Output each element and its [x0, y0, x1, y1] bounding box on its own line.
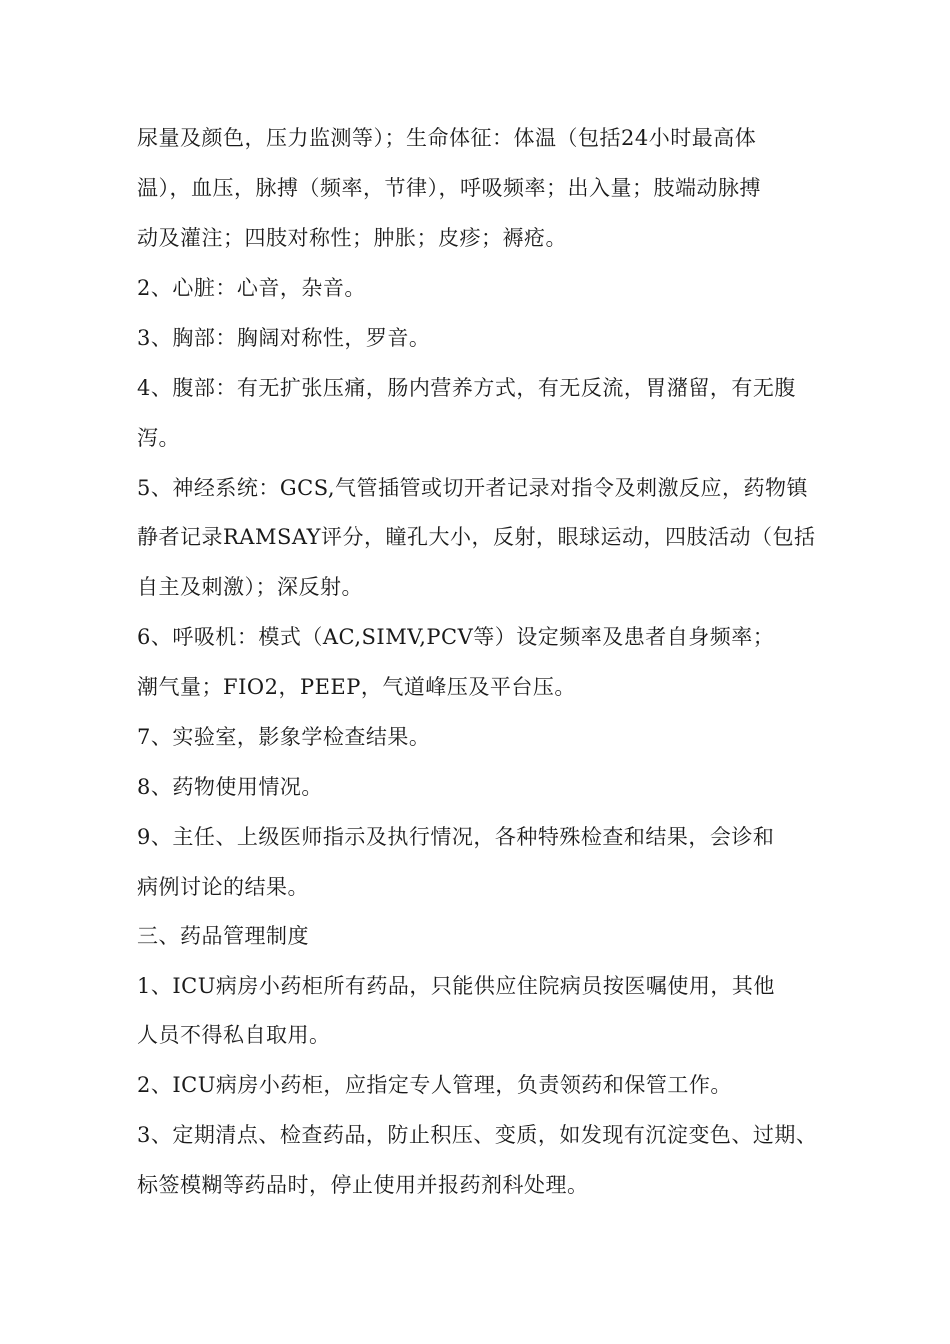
text-line: 2、ICU病房小药柜，应指定专人管理，负责领药和保管工作。	[137, 1073, 732, 1097]
text-line: 8、药物使用情况。	[137, 775, 323, 799]
text-line: 5、神经系统：GCS,气管插管或切开者记录对指令及刺激反应，药物镇	[137, 476, 809, 500]
text-line: 3、胸部：胸阔对称性，罗音。	[137, 326, 431, 350]
text-line: 9、主任、上级医师指示及执行情况，各种特殊检查和结果，会诊和	[137, 825, 775, 849]
text-line: 泻。	[137, 426, 180, 450]
text-line: 潮气量；FIO2，PEEP，气道峰压及平台压。	[137, 675, 576, 699]
text-line: 温），血压，脉搏（频率，节律），呼吸频率；出入量；肢端动脉搏	[137, 176, 761, 200]
text-line: 标签模糊等药品时，停止使用并报药剂科处理。	[137, 1173, 589, 1197]
text-line: 自主及刺激）；深反射。	[137, 575, 363, 599]
section-heading: 三、药品管理制度	[137, 924, 309, 948]
text-line: 3、定期清点、检查药品，防止积压、变质，如发现有沉淀变色、过期、	[137, 1123, 818, 1147]
text-line: 静者记录RAMSAY评分，瞳孔大小，反射，眼球运动，四肢活动（包括	[137, 525, 816, 549]
text-line: 6、呼吸机：模式（AC,SIMV,PCV等）设定频率及患者自身频率；	[137, 625, 775, 649]
text-line: 7、实验室，影象学检查结果。	[137, 725, 431, 749]
text-line: 2、心脏：心音，杂音。	[137, 276, 366, 300]
text-line: 尿量及颜色，压力监测等）；生命体征：体温（包括24小时最高体	[137, 126, 757, 150]
text-line: 动及灌注；四肢对称性；肿胀；皮疹；褥疮。	[137, 226, 567, 250]
text-line: 1、ICU病房小药柜所有药品，只能供应住院病员按医嘱使用，其他	[137, 974, 775, 998]
text-line: 病例讨论的结果。	[137, 875, 309, 899]
text-line: 人员不得私自取用。	[137, 1023, 331, 1047]
text-line: 4、腹部：有无扩张压痛，肠内营养方式，有无反流，胃潴留，有无腹	[137, 376, 796, 400]
